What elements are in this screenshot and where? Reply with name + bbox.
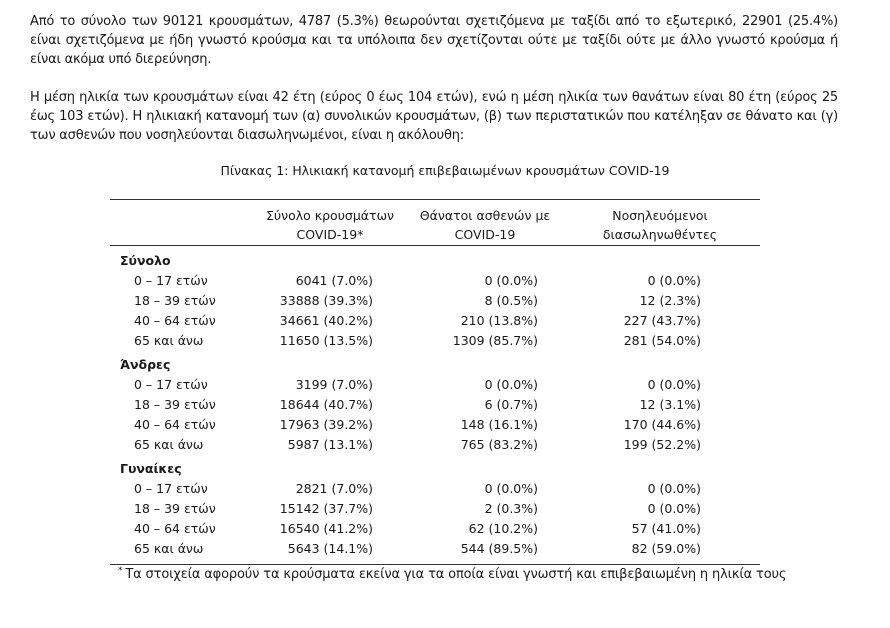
cell-deaths: 2 (0.3%) [484,501,538,516]
table-row [110,417,760,437]
paragraph-case-origin: Από το σύνολο των 90121 κρουσμάτων, 4787 (5.3%) θεωρούνται σχετιζόμενα με ταξίδι από το εξωτερικό, 22901 (25.4%) είναι σχετιζόμενα με ήδη γνωστό κρούσμα και τα υπόλοιπα δεν σχετίζονται ούτε με ταξίδι ούτε με άλλο γνωστό κρούσμα ή είναι ακόμα υπό διερεύνηση. [30,14,838,67]
table-row [110,293,760,313]
cell-intubated: 0 (0.0%) [647,501,701,516]
cell-intubated: 199 (52.2%) [623,437,701,452]
age-group: 65 και άνω [134,541,204,556]
cell-deaths: 1309 (85.7%) [452,333,538,348]
cell-deaths: 6 (0.7%) [484,397,538,412]
table-row [110,313,760,333]
cell-intubated: 57 (41.0%) [631,521,701,536]
cell-deaths: 210 (13.8%) [460,313,538,328]
age-group: 0 – 17 ετών [134,273,208,288]
header-deaths-line1: Θάνατοι ασθενών με [419,208,551,223]
header-deaths-line2: COVID-19 [454,227,516,242]
cell-cases: 11650 (13.5%) [279,333,373,348]
cell-deaths: 0 (0.0%) [484,273,538,288]
table-row [110,437,760,457]
age-group: 18 – 39 ετών [134,501,216,516]
table-row [110,501,760,521]
age-group: 0 – 17 ετών [134,377,208,392]
section-title-women: Γυναίκες [120,461,182,476]
cell-intubated: 0 (0.0%) [647,377,701,392]
cell-deaths: 148 (16.1%) [460,417,538,432]
age-group: 40 – 64 ετών [134,313,216,328]
header-intubated-line1: Νοσηλευόμενοι [612,208,708,223]
cell-cases: 6041 (7.0%) [295,273,373,288]
age-group: 40 – 64 ετών [134,417,216,432]
cell-intubated: 0 (0.0%) [647,273,701,288]
cell-intubated: 281 (54.0%) [623,333,701,348]
paragraph-age-summary: Η μέση ηλικία των κρουσμάτων είναι 42 έτη (εύρος 0 έως 104 ετών), ενώ η μέση ηλικία των θανάτων είναι 80 έτη (εύρος 25 έως 103 ετών). Η ηλικιακή κατανομή των (α) συνολικών κρουσμάτων, (β) των περιστατικών που κατέληξαν σε θάνατο και (γ) των ασθενών που νοσηλεύονται διασωληνωμένοι, είναι η ακόλουθη: [30,90,838,143]
table-bottom-rule [110,564,760,565]
age-group: 18 – 39 ετών [134,397,216,412]
table-row [110,397,760,417]
cell-cases: 15142 (37.7%) [279,501,373,516]
section-title-men: Άνδρες [120,357,171,372]
section-title-total: Σύνολο [120,253,171,268]
cell-intubated: 170 (44.6%) [623,417,701,432]
cell-deaths: 544 (89.5%) [460,541,538,556]
age-group: 65 και άνω [134,437,204,452]
cell-cases: 34661 (40.2%) [279,313,373,328]
header-deaths [410,206,560,244]
cell-cases: 3199 (7.0%) [295,377,373,392]
table-row [110,521,760,541]
header-total-cases-line1: Σύνολο κρουσμάτων [265,208,395,223]
table-row [110,481,760,501]
header-intubated [570,206,750,244]
cell-deaths: 8 (0.5%) [484,293,538,308]
age-group: 65 και άνω [134,333,204,348]
cell-cases: 18644 (40.7%) [279,397,373,412]
cell-cases: 33888 (39.3%) [279,293,373,308]
table-top-rule [110,199,760,200]
age-group: 0 – 17 ετών [134,481,208,496]
cell-deaths: 62 (10.2%) [468,521,538,536]
cell-cases: 2821 (7.0%) [295,481,373,496]
cell-intubated: 227 (43.7%) [623,313,701,328]
table-header-rule [110,245,760,246]
cell-deaths: 0 (0.0%) [484,377,538,392]
footnote-mark: * [118,566,123,576]
age-group: 40 – 64 ετών [134,521,216,536]
table-caption: Πίνακας 1: Ηλικιακή κατανομή επιβεβαιωμένων κρουσμάτων COVID-19 [220,163,670,178]
cell-intubated: 82 (59.0%) [631,541,701,556]
table-row [110,273,760,293]
cell-cases: 5643 (14.1%) [287,541,373,556]
header-intubated-line2: διασωληνωθέντες [602,227,718,242]
table-row [110,541,760,561]
cell-deaths: 0 (0.0%) [484,481,538,496]
cell-deaths: 765 (83.2%) [460,437,538,452]
cell-cases: 16540 (41.2%) [279,521,373,536]
cell-intubated: 0 (0.0%) [647,481,701,496]
header-total-cases [250,206,410,244]
cell-cases: 17963 (39.2%) [279,417,373,432]
header-total-cases-line2: COVID-19* [296,227,364,242]
cell-intubated: 12 (2.3%) [639,293,701,308]
table-row [110,333,760,353]
cell-intubated: 12 (3.1%) [639,397,701,412]
age-group: 18 – 39 ετών [134,293,216,308]
footnote-text: Τα στοιχεία αφορούν τα κρούσματα εκείνα για τα οποία είναι γνωστή και επιβεβαιωμένη η ηλικία τους [125,567,787,582]
table-row [110,377,760,397]
table-footnote [118,566,786,582]
cell-cases: 5987 (13.1%) [287,437,373,452]
